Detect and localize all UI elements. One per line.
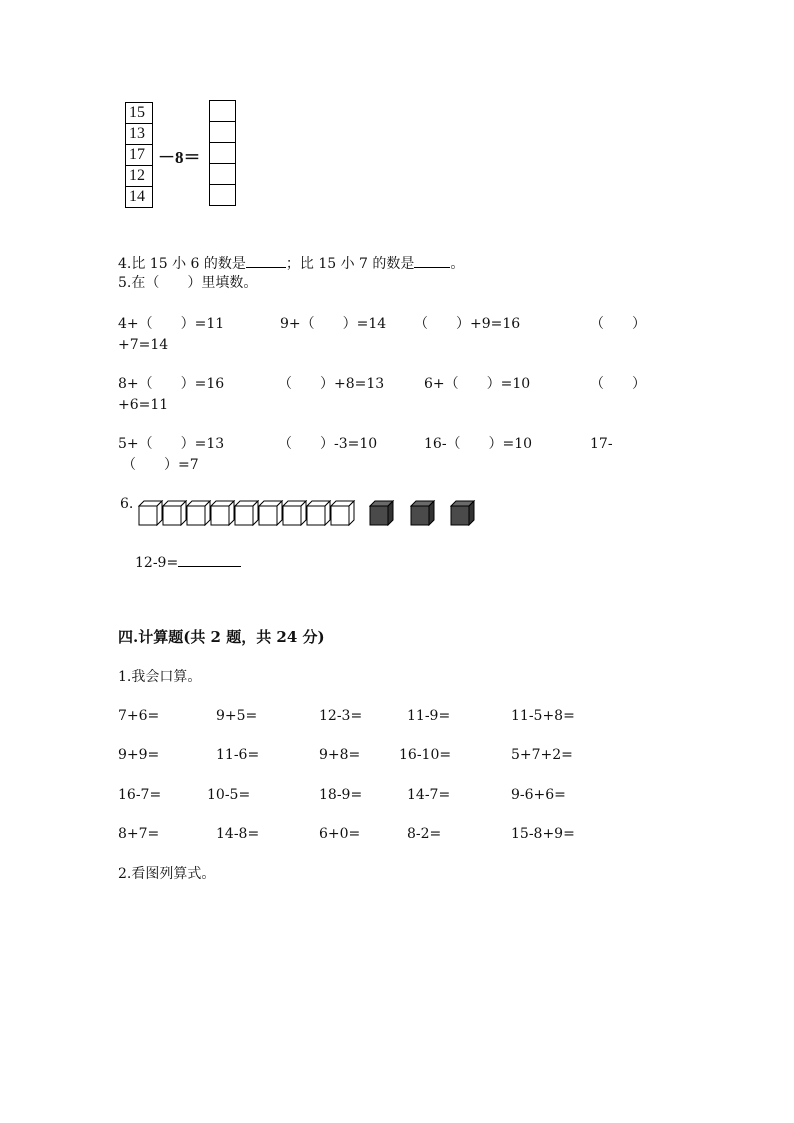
q5-row3-item: 16-（ ）=10	[424, 436, 533, 452]
question-6-label: 6.	[120, 496, 134, 512]
q4-text-2: ；比 15 小 7 的数是	[285, 256, 415, 272]
calc-item: 5+7+2=	[511, 747, 573, 763]
q5-row3-item: （ ）-3=10	[278, 436, 378, 452]
calc-item: 8-2=	[407, 826, 442, 842]
calc-item: 16-7=	[118, 787, 162, 803]
q5-row3-wrap: （ ）=7	[122, 457, 199, 473]
white-cube-icon	[234, 500, 260, 526]
calc-item: 7+6=	[118, 708, 160, 724]
q5-row2-item: （ ）+8=13	[278, 376, 385, 392]
q4-text-1: 4.比 15 小 6 的数是	[118, 256, 246, 272]
calc-item: 10-5=	[207, 787, 251, 803]
white-cube-icon	[306, 500, 332, 526]
calc-item: 9+9=	[118, 747, 160, 763]
calc-item: 15-8+9=	[511, 826, 575, 842]
calc-item: 16-10=	[399, 747, 452, 763]
q4-blank-2[interactable]	[414, 267, 450, 268]
dark-cube-icon	[410, 500, 436, 526]
answer-box[interactable]	[210, 143, 235, 164]
number-cell: 14	[129, 188, 145, 205]
q5-row1-item: （ ）+9=16	[414, 316, 521, 332]
q5-row1-item: 9+（ ）=14	[280, 316, 387, 332]
calc-item: 18-9=	[319, 787, 363, 803]
q5-row2-wrap: +6=11	[118, 397, 169, 413]
calc-item: 11-9=	[407, 708, 451, 724]
q5-row2-item: 8+（ ）=16	[118, 376, 225, 392]
number-cell: 13	[126, 124, 152, 145]
white-cube-icon	[282, 500, 308, 526]
white-cube-icon	[138, 500, 164, 526]
q5-row2-item: 6+（ ）=10	[424, 376, 531, 392]
number-cell: 17	[126, 145, 152, 166]
q5-row1-item: 4+（ ）=11	[118, 316, 225, 332]
question-4	[118, 255, 464, 273]
section-4-q1-title: 1.我会口算。	[118, 669, 202, 685]
section-4-q2-title: 2.看图列算式。	[118, 866, 216, 882]
calc-item: 14-7=	[407, 787, 451, 803]
white-cube-icon	[330, 500, 356, 526]
calc-item: 9+8=	[319, 747, 361, 763]
answer-box[interactable]	[210, 164, 235, 185]
q5-row3-item: 17-	[590, 436, 613, 452]
number-cell: 12	[126, 166, 152, 187]
q5-row2-item: （ ）	[590, 376, 646, 392]
calc-item: 6+0=	[319, 826, 361, 842]
calc-item: 11-5+8=	[511, 708, 575, 724]
calc-item: 9-6+6=	[511, 787, 566, 803]
q6-equation-text: 12-9=	[135, 555, 179, 571]
question-5-title: 5.在（ ）里填数。	[118, 275, 258, 291]
calc-item: 8+7=	[118, 826, 160, 842]
number-column	[125, 102, 153, 208]
dark-cube-icon	[369, 500, 395, 526]
white-cube-icon	[210, 500, 236, 526]
answer-box[interactable]	[210, 122, 235, 143]
q6-equation	[135, 554, 241, 572]
calc-item: 11-6=	[216, 747, 260, 763]
calc-item: 12-3=	[319, 708, 363, 724]
section-4-heading: 四.计算题(共 2 题，共 24 分)	[118, 628, 325, 646]
q4-text-end: 。	[450, 256, 465, 272]
answer-box[interactable]	[210, 101, 235, 122]
answer-column	[209, 100, 236, 206]
number-cell: 15	[126, 103, 152, 124]
white-cube-icon	[162, 500, 188, 526]
q5-row3-item: 5+（ ）=13	[118, 436, 225, 452]
calc-item: 9+5=	[216, 708, 258, 724]
q6-answer-blank[interactable]	[178, 566, 241, 567]
q4-blank-1[interactable]	[246, 267, 286, 268]
q5-row1-item: （ ）	[590, 316, 646, 332]
q5-row1-wrap: +7=14	[118, 337, 169, 353]
minus-eight-operator: －8＝	[158, 148, 201, 167]
calc-item: 14-8=	[216, 826, 260, 842]
white-cube-icon	[186, 500, 212, 526]
dark-cube-icon	[450, 500, 476, 526]
answer-box[interactable]	[210, 185, 235, 205]
white-cube-icon	[258, 500, 284, 526]
